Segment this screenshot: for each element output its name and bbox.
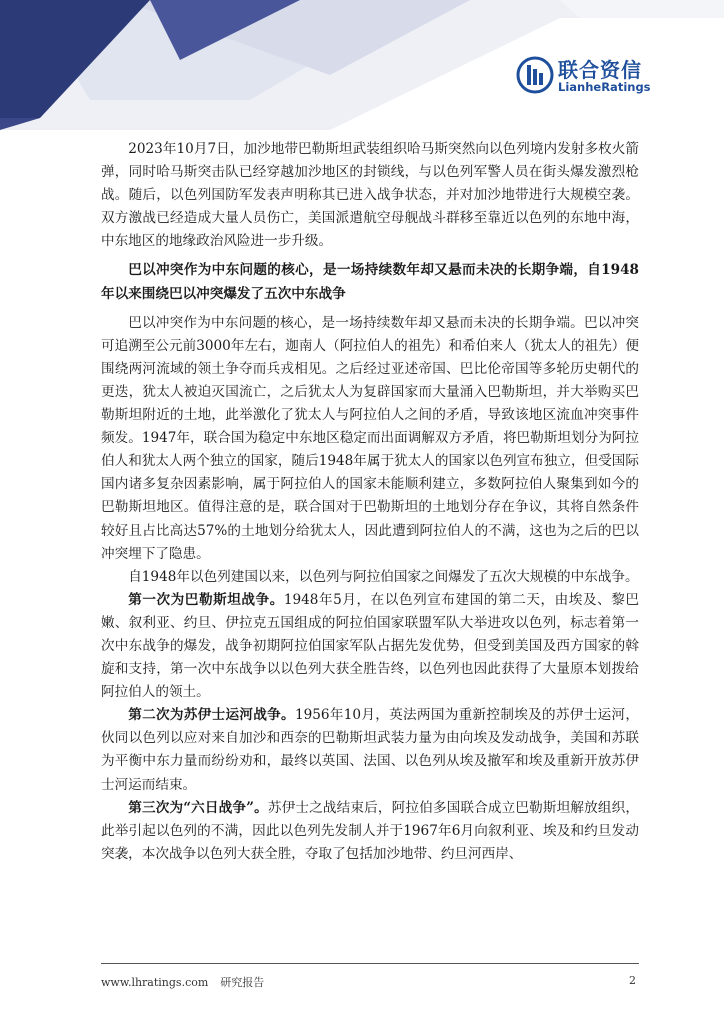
paragraph-third-war <box>101 797 639 866</box>
second-war-text: 1956年10月，英法两国为重新控制埃及的苏伊士运河，伙同以色列以应对来自加沙和西奈的巴勒斯坦武装力量为由向埃及发动战争，美国和苏联为平衡中东力量而纷纷劝和，最终以英国、法国、以色列从埃及撤军和埃及重新开放苏伊士河运而结束。 <box>101 707 639 793</box>
document-body <box>101 138 639 866</box>
logo-chinese-name: 联合资信 <box>558 58 642 82</box>
first-war-lead: 第一次为巴勒斯坦战争。 <box>128 591 284 608</box>
paragraph-wars-intro: 自1948年以色列建国以来，以色列与阿拉伯国家之间爆发了五次大规模的中东战争。 <box>128 568 639 585</box>
third-war-lead: 第三次为“六日战争”。 <box>128 799 268 816</box>
first-war-text: 1948年5月，在以色列宣布建国的第二天，由埃及、黎巴嫩、叙利亚、约旦、伊拉克五国组成的阿拉伯国家联盟军队大举进攻以色列，标志着第一次中东战争的爆发，战争初期阿拉伯国家军队占据先发优势，但受到美国及西方国家的斡旋和支持，第一次中东战争以以色列大获全胜告终，以色列也因此获得了大量原本划拨给阿拉伯人的领土。 <box>101 591 639 701</box>
footer-divider <box>101 963 639 964</box>
logo-english-name: LianheRatings <box>558 80 651 94</box>
paragraph-intro: 2023年10月7日，加沙地带巴勒斯坦武装组织哈马斯突然向以色列境内发射多枚火箭弹，同时哈马斯突击队已经穿越加沙地区的封锁线，与以色列军警人员在街头爆发激烈枪战。随后，以色列国防军发表声明称其已进入战争状态，并对加沙地带进行大规模空袭。双方激战已经造成大量人员伤亡，美国派遣航空母舰战斗群移至靠近以色列的东地中海，中东地区的地缘政治风险进一步升级。 <box>101 141 639 250</box>
footer-info <box>101 974 276 990</box>
second-war-lead: 第二次为苏伊士运河战争。 <box>128 707 295 724</box>
footer-report-type: 研究报告 <box>220 976 265 989</box>
paragraph-second-war <box>101 704 639 796</box>
lianhe-logo <box>516 52 651 96</box>
third-war-text: 苏伊士之战结束后，阿拉伯多国联合成立巴勒斯坦解放组织，此举引起以色列的不满，因此以色列先发制人并于1967年6月向叙利亚、埃及和约旦发动突袭，本次战争以色列大获全胜，夺取了包括加沙地带、约旦河西岸、 <box>101 799 640 862</box>
footer-website-link[interactable]: www.lhratings.com <box>101 976 209 989</box>
section-heading: 巴以冲突作为中东问题的核心，是一场持续数年却又悬而未决的长期争端，自1948年以来围绕巴以冲突爆发了五次中东战争 <box>101 262 639 302</box>
page-number: 2 <box>629 974 636 987</box>
paragraph-first-war <box>101 589 639 704</box>
paragraph-history: 巴以冲突作为中东问题的核心，是一场持续数年却又悬而未决的长期争端。巴以冲突可追溯至公元前3000年左右，迦南人（阿拉伯人的祖先）和希伯来人（犹太人的祖先）便围绕两河流域的领土争夺而兵戎相见。之后经过亚述帝国、巴比伦帝国等多轮历史朝代的更迭，犹太人被迫灭国流亡，之后犹太人为复辟国家而大量涌入巴勒斯坦，并大举购买巴勒斯坦附近的土地，此举激化了犹太人与阿拉伯人之间的矛盾，导致该地区流血冲突事件频发。1947年，联合国为稳定中东地区稳定而出面调解双方矛盾，将巴勒斯坦划分为阿拉伯人和犹太人两个独立的国家，随后1948年属于犹太人的国家以色列宣布独立，但受国际国内诸多复杂因素影响，属于阿拉伯人的国家未能顺利建立，多数阿拉伯人聚集到如今的巴勒斯坦地区。值得注意的是，联合国对于巴勒斯坦的土地划分存在争议，其将自然条件较好且占比高达57%的土地划分给犹太人，因此遭到阿拉伯人的不满，这也为之后的巴以冲突埋下了隐患。 <box>101 314 639 562</box>
lianhe-logo-icon <box>516 56 554 94</box>
